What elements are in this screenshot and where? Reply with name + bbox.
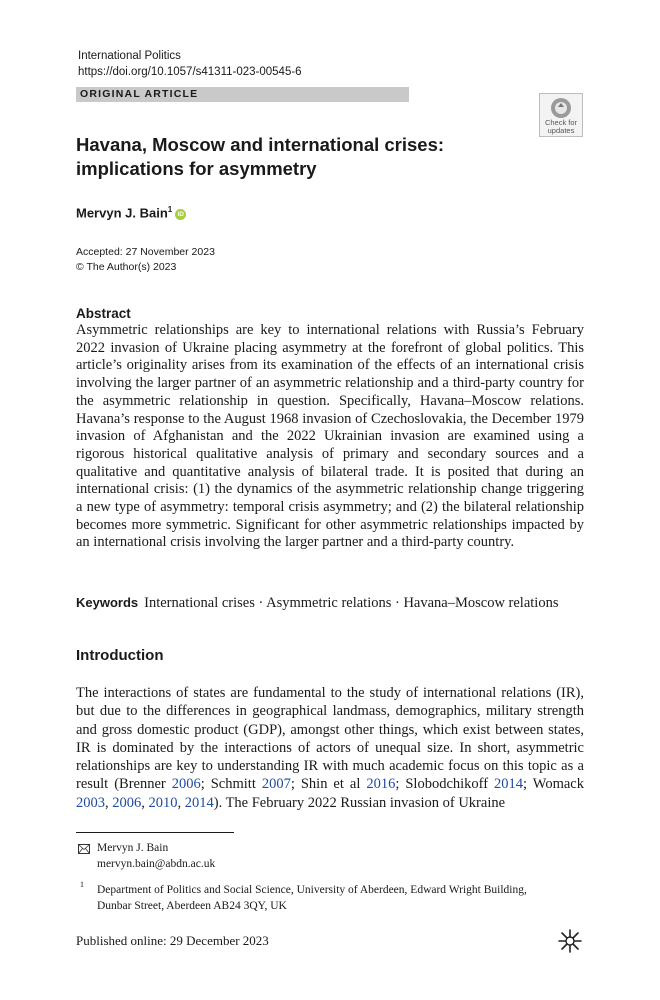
keywords-text: International crises · Asymmetric relations · Havana–Moscow relations	[144, 595, 559, 611]
citation-link[interactable]: 2007	[261, 776, 291, 793]
affiliation	[97, 883, 567, 914]
article-title: Havana, Moscow and international crises: implications for asymmetry	[76, 134, 445, 179]
published-online: Published online: 29 December 2023	[76, 933, 269, 948]
orcid-icon[interactable]: iD	[175, 209, 186, 220]
check-updates-line1: Check for	[544, 118, 578, 127]
intro-text-6: ,	[105, 794, 113, 811]
introduction-heading: Introduction	[76, 647, 164, 664]
envelope-icon	[78, 844, 90, 854]
intro-text-3: ; Shin et al	[290, 776, 367, 793]
intro-text-2: ; Schmitt	[200, 776, 262, 793]
check-updates-line2: updates	[547, 126, 575, 135]
intro-text-9: ). The February 2022 Russian invasion of Ukraine	[213, 794, 506, 811]
abstract-text: Asymmetric relationships are key to international relations with Russia’s February 2022 invasion of Ukraine placing asymmetry at the forefront of global politics. This article’s originality arises from its examination of the effects of an international crisis involving the larger partner of an asymmetric relationship and a third-party country for the asymmetric relationship in question. Specifically, Havana–Moscow relations. Havana’s response to the August 1968 invasion of Czechoslovakia, the December 1979 invasion of Afghanistan and the 2022 Ukrainian invasion are examined using a rigorous historical qualitative analysis of primary and secondary sources and a qualitative and quantitative analysis of bilateral trade. It is posited that during an international crisis: (1) the dynamics of the asymmetric relationship change triggering a new type of asymmetry: temporal crisis asymmetry; and (2) the bilateral relationship becomes more symmetric. Significant for other asymmetric relationships impacted by an international crisis involving the larger partner and a third-party country.	[76, 322, 584, 551]
citation-link[interactable]: 2014	[184, 794, 214, 811]
journal-name: International Politics	[78, 50, 181, 62]
author-name[interactable]: Mervyn J. Bain	[76, 205, 168, 221]
author-affil-ref: 1	[167, 205, 173, 214]
intro-text-4: ; Slobodchikoff	[395, 776, 495, 793]
keywords	[76, 595, 586, 612]
author-line	[76, 205, 186, 220]
affiliation-line-1: Department of Politics and Social Science, University of Aberdeen, Edward Wright Building,	[97, 884, 527, 896]
keywords-label: Keywords	[76, 595, 139, 610]
intro-text-8: ,	[177, 794, 185, 811]
check-for-updates-badge[interactable]	[539, 93, 583, 137]
article-dates	[76, 245, 215, 275]
journal-info	[78, 48, 302, 80]
intro-text-1: The interactions of states are fundamental to the study of international relations (IR), but due to the differences in geographical landmass, demographics, military strength and gross domestic product (GDP), amongst other things, which exist between states, IR is dominated by the interactions of actors of unequal size. In short, asymmetric relationships are key to understanding IR with much academic focus on this topic as a result (Brenner	[76, 685, 584, 793]
affiliation-number: 1	[80, 880, 84, 889]
doi-link[interactable]: https://doi.org/10.1057/s41311-023-00545-6	[78, 66, 302, 78]
abstract-heading: Abstract	[76, 306, 131, 321]
accepted-date: Accepted: 27 November 2023	[76, 246, 215, 258]
springer-logo-icon	[557, 928, 583, 954]
citation-link[interactable]: 2014	[494, 776, 524, 793]
article-type: ORIGINAL ARTICLE	[80, 88, 199, 100]
intro-text-5: ; Womack	[523, 776, 584, 793]
introduction-paragraph	[76, 684, 584, 812]
author-email[interactable]: mervyn.bain@abdn.ac.uk	[97, 857, 216, 870]
citation-link[interactable]: 2010	[148, 794, 178, 811]
footnote-rule	[76, 832, 234, 833]
corresponding-author	[97, 841, 215, 872]
copyright: © The Author(s) 2023	[76, 261, 177, 273]
footnote-author-name: Mervyn J. Bain	[97, 842, 169, 854]
intro-text-7: ,	[141, 794, 149, 811]
affiliation-line-2: Dunbar Street, Aberdeen AB24 3QY, UK	[97, 899, 287, 912]
citation-link[interactable]: 2006	[171, 776, 201, 793]
citation-link[interactable]: 2016	[366, 776, 396, 793]
citation-link[interactable]: 2003	[76, 794, 105, 811]
check-updates-icon	[550, 97, 572, 119]
citation-link[interactable]: 2006	[112, 794, 142, 811]
